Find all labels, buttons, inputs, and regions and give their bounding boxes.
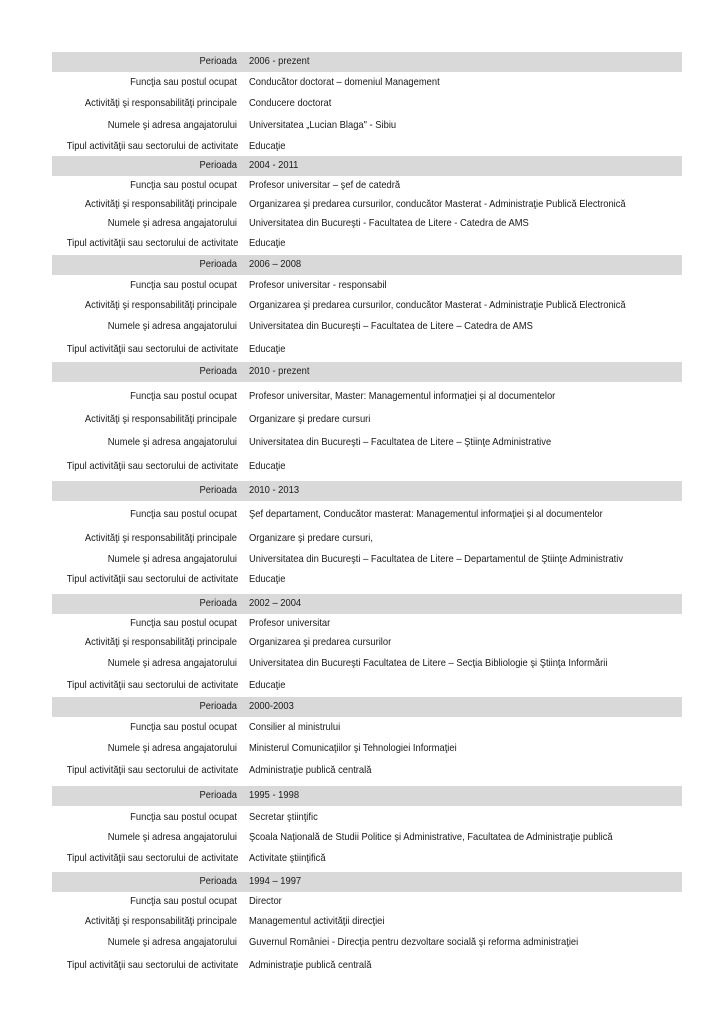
sector-label: Tipul activităţii sau sectorului de activitate <box>66 960 239 971</box>
period-label: Perioada <box>199 259 237 270</box>
employer-label: Numele şi adresa angajatorului <box>107 937 237 948</box>
period-row <box>52 697 682 717</box>
position-row <box>52 892 682 912</box>
activities-value: Conducere doctorat <box>249 98 332 109</box>
employer-value: Universitatea din Bucureşti - Facultatea de Litere - Catedra de AMS <box>249 218 529 229</box>
employer-label: Numele şi adresa angajatorului <box>107 321 237 332</box>
sector-value: Administraţie publică centrală <box>249 960 372 971</box>
sector-row <box>52 137 682 157</box>
sector-label: Tipul activităţii sau sectorului de activitate <box>66 765 239 776</box>
employer-value: Ministerul Comunicaţiilor şi Tehnologiei Informaţiei <box>249 743 457 754</box>
employer-row <box>52 550 682 570</box>
sector-value: Educaţie <box>249 344 286 355</box>
position-row <box>52 718 682 738</box>
position-value: Director <box>249 896 282 907</box>
sector-value: Educaţie <box>249 461 286 472</box>
sector-row <box>52 340 682 360</box>
employer-value: Universitatea „Lucian Blaga" - Sibiu <box>249 120 397 131</box>
employer-value: Universitatea din Bucureşti – Facultatea de Litere – Catedra de AMS <box>249 321 533 332</box>
position-value: Consilier al ministrului <box>249 722 341 733</box>
activities-value: Organizarea şi predarea cursurilor <box>249 637 392 648</box>
position-label: Funcţia sau postul ocupat <box>130 391 237 402</box>
position-value: Şef departament, Conducător masterat: Managementul informaţiei și al documentelor <box>249 509 603 520</box>
activities-value: Organizarea şi predarea cursurilor, conducător Masterat - Administraţie Publică Electronică <box>249 300 626 311</box>
period-row <box>52 481 682 501</box>
position-label: Funcţia sau postul ocupat <box>130 618 237 629</box>
sector-value: Educaţie <box>249 141 286 152</box>
activities-label: Activităţi şi responsabilităţi principale <box>84 414 237 425</box>
position-row <box>52 176 682 196</box>
employer-row <box>52 433 682 453</box>
position-value: Secretar ştiinţific <box>249 812 318 823</box>
sector-row <box>52 849 682 869</box>
employer-label: Numele şi adresa angajatorului <box>107 658 237 669</box>
period-value: 2006 – 2008 <box>249 259 302 270</box>
sector-value: Administraţie publică centrală <box>249 765 372 776</box>
period-label: Perioada <box>199 366 237 377</box>
period-row <box>52 52 682 72</box>
position-label: Funcţia sau postul ocupat <box>130 722 237 733</box>
period-value: 2006 - prezent <box>249 56 310 67</box>
activities-label: Activităţi şi responsabilităţi principale <box>84 637 237 648</box>
position-value: Conducător doctorat – domeniul Management <box>249 77 440 88</box>
employer-row <box>52 116 682 136</box>
period-label: Perioada <box>199 160 237 171</box>
position-value: Profesor universitar <box>249 618 331 629</box>
position-label: Funcţia sau postul ocupat <box>130 896 237 907</box>
activities-value: Organizarea şi predarea cursurilor, conducător Masterat - Administraţie Publică Electronică <box>249 199 626 210</box>
sector-value: Educaţie <box>249 574 286 585</box>
position-label: Funcţia sau postul ocupat <box>130 280 237 291</box>
employer-value: Universitatea din Bucureşti Facultatea de Litere – Secţia Bibliologie şi Ştiinţa Informării <box>249 658 608 669</box>
employer-label: Numele şi adresa angajatorului <box>107 218 237 229</box>
position-value: Profesor universitar – şef de catedră <box>249 180 401 191</box>
position-row <box>52 808 682 828</box>
employer-row <box>52 933 682 953</box>
period-value: 2002 – 2004 <box>249 598 302 609</box>
employer-label: Numele şi adresa angajatorului <box>107 743 237 754</box>
activities-label: Activităţi şi responsabilităţi principale <box>84 533 237 544</box>
sector-row <box>52 676 682 696</box>
position-label: Funcţia sau postul ocupat <box>130 77 237 88</box>
activities-value: Organizare şi predare cursuri, <box>249 533 373 544</box>
period-row <box>52 786 682 806</box>
employer-label: Numele şi adresa angajatorului <box>107 437 237 448</box>
position-label: Funcţia sau postul ocupat <box>130 509 237 520</box>
position-value: Profesor universitar, Master: Managementul informaţiei și al documentelor <box>249 391 556 402</box>
period-value: 2004 - 2011 <box>249 160 299 171</box>
period-row <box>52 156 682 176</box>
position-value: Profesor universitar - responsabil <box>249 280 387 291</box>
activities-value: Organizare şi predare cursuri <box>249 414 371 425</box>
activities-row <box>52 529 682 549</box>
period-label: Perioada <box>199 876 237 887</box>
period-row <box>52 872 682 892</box>
period-value: 2010 - prezent <box>249 366 310 377</box>
position-label: Funcţia sau postul ocupat <box>130 812 237 823</box>
period-value: 1995 - 1998 <box>249 790 300 801</box>
sector-value: Educaţie <box>249 238 286 249</box>
employer-value: Guvernul României - Direcţia pentru dezvoltare socială şi reforma administraţiei <box>249 937 579 948</box>
period-label: Perioada <box>199 56 237 67</box>
activities-row <box>52 94 682 114</box>
position-row <box>52 387 682 407</box>
sector-row <box>52 570 682 590</box>
position-label: Funcţia sau postul ocupat <box>130 180 237 191</box>
period-value: 2000-2003 <box>249 701 294 712</box>
period-row <box>52 362 682 382</box>
employer-value: Universitatea din Bucureşti – Facultatea de Litere – Ştiinţe Administrative <box>249 437 552 448</box>
activities-row <box>52 633 682 653</box>
sector-row <box>52 761 682 781</box>
activities-row <box>52 195 682 215</box>
period-label: Perioada <box>199 598 237 609</box>
period-row <box>52 594 682 614</box>
activities-row <box>52 296 682 316</box>
position-row <box>52 73 682 93</box>
employer-label: Numele şi adresa angajatorului <box>107 120 237 131</box>
employer-label: Numele şi adresa angajatorului <box>107 832 237 843</box>
sector-value: Educaţie <box>249 680 286 691</box>
employer-row <box>52 317 682 337</box>
sector-label: Tipul activităţii sau sectorului de activitate <box>66 344 239 355</box>
sector-label: Tipul activităţii sau sectorului de activitate <box>66 853 239 864</box>
sector-label: Tipul activităţii sau sectorului de activitate <box>66 238 239 249</box>
position-row <box>52 276 682 296</box>
sector-label: Tipul activităţii sau sectorului de activitate <box>66 461 239 472</box>
activities-row <box>52 912 682 932</box>
period-label: Perioada <box>199 485 237 496</box>
period-label: Perioada <box>199 701 237 712</box>
sector-row <box>52 234 682 254</box>
period-value: 2010 - 2013 <box>249 485 300 496</box>
employer-value: Universitatea din Bucureşti – Facultatea de Litere – Departamentul de Ştiinţe Administrativ <box>249 554 624 565</box>
employer-row <box>52 654 682 674</box>
activities-row <box>52 410 682 430</box>
activities-value: Managementul activităţii direcţiei <box>249 916 385 927</box>
sector-value: Activitate ştiinţifică <box>249 853 326 864</box>
sector-label: Tipul activităţii sau sectorului de activitate <box>66 574 239 585</box>
position-row <box>52 614 682 634</box>
period-row <box>52 255 682 275</box>
employer-row <box>52 739 682 759</box>
employer-label: Numele şi adresa angajatorului <box>107 554 237 565</box>
sector-row <box>52 956 682 976</box>
activities-label: Activităţi şi responsabilităţi principale <box>84 300 237 311</box>
sector-label: Tipul activităţii sau sectorului de activitate <box>66 680 239 691</box>
period-label: Perioada <box>199 790 237 801</box>
period-value: 1994 – 1997 <box>249 876 302 887</box>
activities-label: Activităţi şi responsabilităţi principale <box>84 916 237 927</box>
employer-row <box>52 214 682 234</box>
employer-value: Şcoala Naţională de Studii Politice și Administrative, Facultatea de Administraţie publică <box>249 832 613 843</box>
position-row <box>52 505 682 525</box>
sector-label: Tipul activităţii sau sectorului de activitate <box>66 141 239 152</box>
employer-row <box>52 828 682 848</box>
activities-label: Activităţi şi responsabilităţi principale <box>84 98 237 109</box>
activities-label: Activităţi şi responsabilităţi principale <box>84 199 237 210</box>
sector-row <box>52 457 682 477</box>
